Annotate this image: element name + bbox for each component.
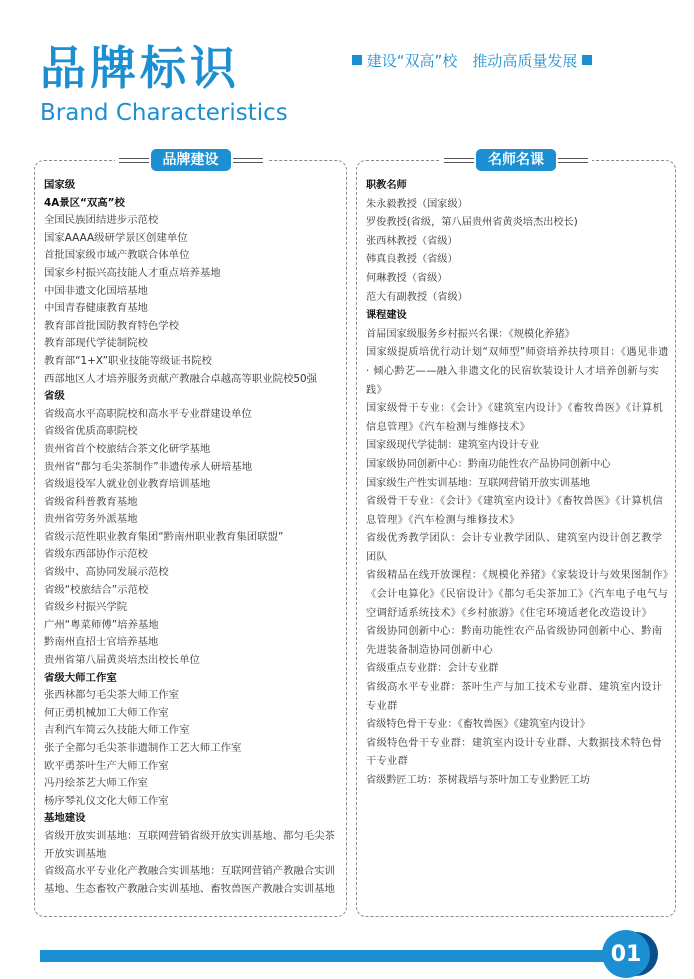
list-item: 首批国家级市域产教联合体单位 [44, 249, 190, 262]
square-bullet-icon [352, 55, 362, 65]
panel-content [366, 177, 670, 791]
list-item: 国家级生产性实训基地：互联网营销开放实训基地 [366, 477, 591, 489]
section-heading: 基地建设 [44, 812, 86, 825]
decorative-lines-icon [444, 158, 474, 163]
section-heading: 国家级 [44, 179, 76, 191]
square-bullet-icon [582, 55, 592, 65]
list-item: 省级优秀教学团队：会计专业教学团队、建筑室内设计创艺教学团队 [366, 533, 663, 563]
list-item: 省级黔匠工坊：茶树栽培与茶叶加工专业黔匠工坊 [366, 775, 591, 786]
list-item: 省级特色骨干专业群：建筑室内设计专业群、大数据技术特色骨干专业群 [366, 737, 663, 768]
list-item: 省级高水平专业化产教融合实训基地：互联网营销产教融合实训基地、生态畜牧产教融合实训基地、畜牧兽医产教融合实训基地 [44, 865, 335, 895]
decorative-lines-icon [233, 158, 263, 163]
list-item: 省级省科普教育基地 [44, 495, 138, 508]
slogan-text: 建设“双高”校 推动高质量发展 [366, 52, 578, 70]
list-item: 贵州省第八届黄炎培杰出校长单位 [44, 654, 200, 667]
list-item: 朱永毅教授（国家级） [366, 198, 468, 210]
list-item: 省级示范性职业教育集团“黔南州职业教育集团联盟” [44, 530, 284, 543]
brand-building-panel [34, 152, 347, 917]
list-item: 范大有副教授（省级） [366, 291, 468, 303]
list-item: 省级乡村振兴学院 [44, 601, 128, 614]
list-item: 教育部首批国防教育特色学校 [44, 319, 180, 332]
list-item: 贵州省“都匀毛尖茶制作”非遗传承人研培基地 [44, 460, 253, 473]
list-item: 省级省优质高职院校 [44, 425, 138, 438]
section-heading: 省级大师工作室 [44, 671, 117, 684]
list-item: 中国青春健康教育基地 [44, 302, 148, 315]
list-item: 教育部现代学徒制院校 [44, 337, 148, 350]
section-heading: 4A景区“双高”校 [44, 196, 125, 209]
list-item: 国家级骨干专业：《会计》《建筑室内设计》《畜牧兽医》《计算机信息管理》《汽车检测与维修技术》 [366, 403, 664, 433]
list-item: 吉利汽车简云久技能大师工作室 [44, 724, 190, 737]
panel-title: 名师名课 [476, 149, 556, 171]
page-title: 品牌标识 [40, 41, 240, 95]
list-item: 广州“粤菜师傅”培养基地 [44, 618, 159, 631]
list-item: 教育部“1+X”职业技能等级证书院校 [44, 354, 212, 367]
page-number: 01 [602, 930, 650, 978]
list-item: 全国民族团结进步示范校 [44, 214, 159, 227]
list-item: 省级协同创新中心：黔南功能性农产品省级协同创新中心、黔南先进装备制造协同创新中心 [366, 626, 663, 656]
list-item: 省级中、高协同发展示范校 [44, 566, 169, 579]
list-item: 罗俊教授(省级，第八届贵州省黄炎培杰出校长) [366, 217, 578, 229]
list-item: 首届国家级服务乡村振兴名课：《规模化养猪》 [366, 328, 575, 340]
list-item: 省级高水平专业群：茶叶生产与加工技术专业群、建筑室内设计专业群 [366, 682, 663, 712]
section-heading: 职教名师 [366, 180, 407, 191]
list-item: 杨序琴礼仪文化大师工作室 [44, 794, 169, 807]
list-item: 省级重点专业群：会计专业群 [366, 663, 499, 675]
list-item: 国家级提质培优行动计划“双师型”师资培养扶持项目：《遇见非遗 · 倾心黔艺——融入非遗文化的民宿软装设计人才培养创新与实践》 [366, 347, 669, 396]
decorative-lines-icon [558, 158, 588, 163]
list-item: 西部地区人才培养服务贡献产教融合卓越高等职业院校50强 [44, 372, 317, 385]
list-item: 国家乡村振兴高技能人才重点培养基地 [44, 266, 221, 279]
list-item: 国家AAAA级研学景区创建单位 [44, 231, 188, 244]
list-item: 贵州省劳务外派基地 [44, 513, 138, 526]
panel-header [115, 149, 267, 171]
panel-header [440, 149, 592, 171]
list-item: 省级“校旅结合”示范校 [44, 583, 149, 596]
panel-title: 品牌建设 [151, 149, 231, 171]
list-item: 省级精品在线开放课程：《规模化养猪》《家装设计与效果图制作》《会计电算化》《民宿设计》《都匀毛尖茶加工》《汽车电子电气与空调舒适系统技术》《乡村旅游》《住宅环境适老化改造设计》 [366, 570, 669, 619]
list-item: 黔南州直招士官培养基地 [44, 636, 159, 649]
list-item: 何正勇机械加工大师工作室 [44, 706, 169, 719]
list-item: 省级高水平高职院校和高水平专业群建设单位 [44, 407, 252, 420]
list-item: 国家级现代学徒制：建筑室内设计专业 [366, 440, 540, 452]
list-item: 欧平勇茶叶生产大师工作室 [44, 759, 169, 772]
decorative-lines-icon [119, 158, 149, 163]
section-heading: 课程建设 [366, 310, 407, 322]
section-heading: 省级 [44, 390, 65, 403]
list-item: 省级特色骨干专业：《畜牧兽医》《建筑室内设计》 [366, 719, 591, 731]
slogan [352, 50, 592, 72]
list-item: 中国非遗文化国培基地 [44, 284, 148, 297]
famous-teachers-courses-panel [356, 152, 676, 917]
list-item: 韩真良教授（省级） [366, 254, 458, 266]
panel-content [44, 177, 341, 898]
list-item: 省级开放实训基地：互联网营销省级开放实训基地、都匀毛尖茶开放实训基地 [44, 829, 335, 860]
list-item: 国家级协同创新中心：黔南功能性农产品协同创新中心 [366, 458, 611, 470]
list-item: 省级东西部协作示范校 [44, 548, 148, 561]
page-subtitle: Brand Characteristics [40, 100, 288, 126]
list-item: 张西林都匀毛尖茶大师工作室 [44, 689, 180, 702]
list-item: 冯丹绘茶艺大师工作室 [44, 777, 148, 790]
list-item: 张西林教授（省级） [366, 235, 458, 247]
list-item: 何琳教授（省级） [366, 272, 448, 284]
footer-bar [40, 950, 620, 962]
list-item: 省级退役军人就业创业教育培训基地 [44, 478, 211, 491]
list-item: 贵州省首个校旅结合茶文化研学基地 [44, 442, 211, 455]
list-item: 张子全都匀毛尖茶非遗制作工艺大师工作室 [44, 742, 242, 754]
list-item: 省级骨干专业：《会计》《建筑室内设计》《畜牧兽医》《计算机信息管理》《汽车检测与维修技术》 [366, 496, 664, 526]
